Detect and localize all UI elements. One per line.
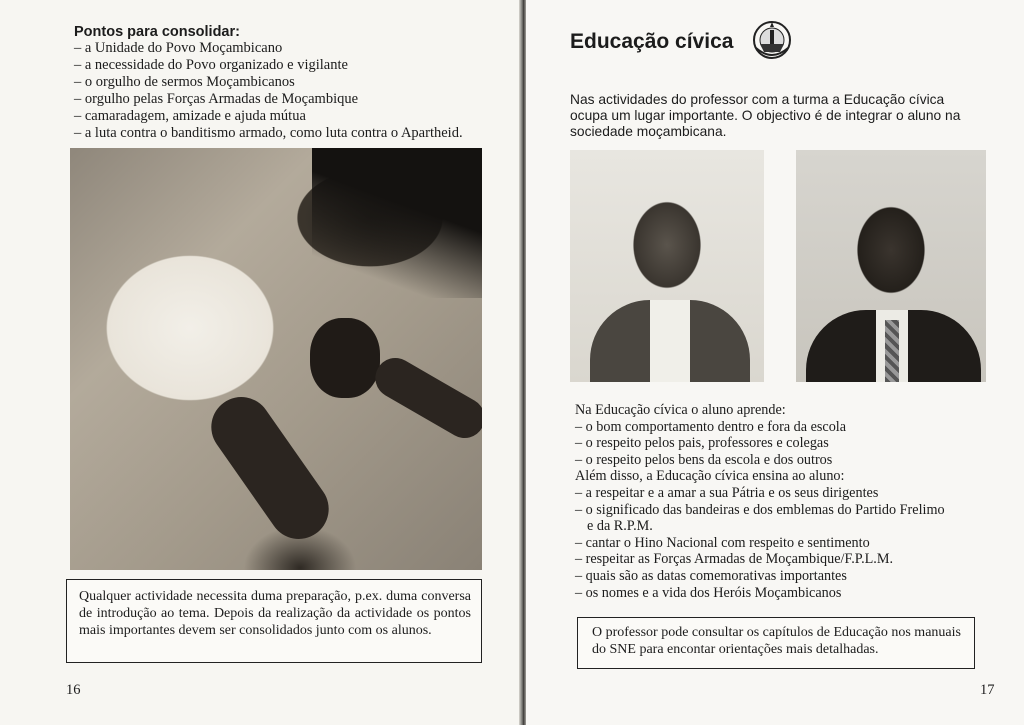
list-item: – os nomes e a vida dos Heróis Moçambicanos	[575, 584, 842, 601]
list-item: Além disso, a Educação cívica ensina ao aluno:	[575, 468, 845, 485]
page-number: 17	[980, 682, 995, 698]
portrait-photo	[796, 150, 986, 382]
list-item: e da R.P.M.	[587, 518, 653, 535]
portrait-photo	[570, 150, 764, 382]
list-item: – o bom comportamento dentro e fora da escola	[575, 418, 847, 435]
list-item: – o respeito pelos bens da escola e dos outros	[575, 451, 833, 468]
section-title: Educação cívica	[570, 30, 734, 53]
list-item: – a Unidade do Povo Moçambicano	[74, 40, 283, 56]
note-box	[577, 617, 975, 669]
points-list	[74, 40, 463, 142]
note-text: Qualquer actividade necessita duma preparação, p.ex. duma conversa de introdução ao tema. Depois da realização da actividade os pontos mais importantes devem ser consolidados junto com os alunos.	[79, 589, 471, 638]
list-item: – cantar o Hino Nacional com respeito e sentimento	[575, 534, 870, 551]
list-item: – a respeitar e a amar a sua Pátria e os seus dirigentes	[575, 484, 879, 501]
list-item: – a luta contra o banditismo armado, como luta contra o Apartheid.	[74, 125, 463, 141]
list-item: – camaradagem, amizade e ajuda mútua	[74, 108, 306, 124]
mozambique-emblem-icon	[750, 18, 794, 62]
note-box	[66, 579, 482, 663]
list-item: Na Educação cívica o aluno aprende:	[575, 402, 786, 418]
learning-list	[575, 402, 945, 601]
page-number: 16	[66, 682, 81, 698]
list-item: – o respeito pelos pais, professores e colegas	[575, 435, 829, 452]
note-text: O professor pode consultar os capítulos de Educação nos manuais do SNE para encontar orientações mais detalhadas.	[592, 625, 961, 657]
list-item: – respeitar as Forças Armadas de Moçambique/F.P.L.M.	[575, 551, 894, 568]
list-item: – a necessidade do Povo organizado e vigilante	[74, 57, 348, 73]
points-heading: Pontos para consolidar:	[74, 24, 240, 40]
list-item: – quais são as datas comemorativas importantes	[575, 567, 847, 584]
list-item: – o significado das bandeiras e dos emblemas do Partido Frelimo	[575, 501, 945, 518]
list-item: – orgulho pelas Forças Armadas de Moçambique	[74, 91, 359, 107]
worker-photo	[70, 148, 482, 570]
intro-text: Nas actividades do professor com a turma a Educação cívica ocupa um lugar importante. O objectivo é de integrar o aluno na sociedade moçambicana.	[570, 92, 961, 139]
list-item: – o orgulho de sermos Moçambicanos	[74, 74, 295, 90]
